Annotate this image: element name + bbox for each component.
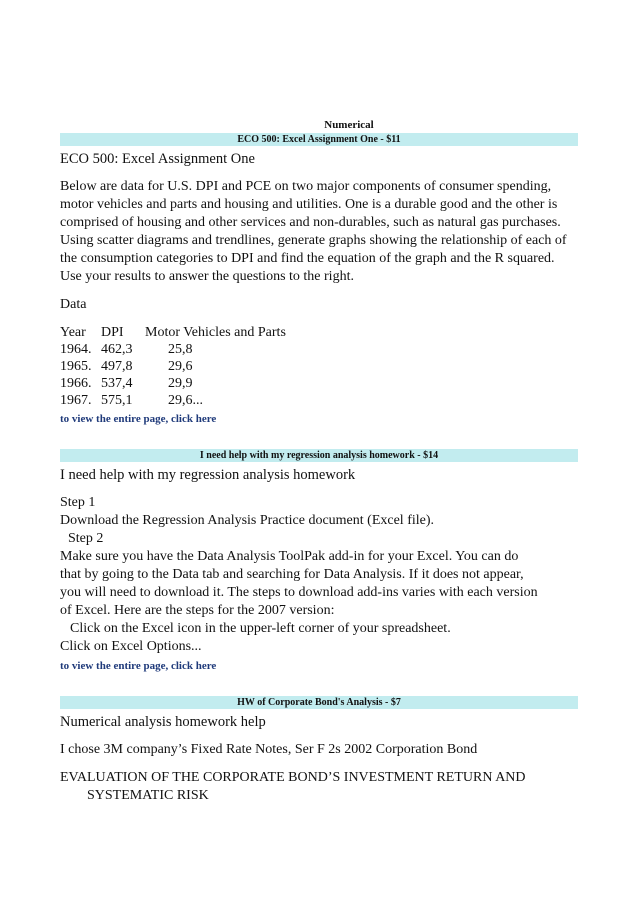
step-line: Download the Regression Analysis Practice document (Excel file).	[60, 513, 435, 528]
table-row	[60, 375, 286, 392]
section-bar-regression-homework[interactable]: I need help with my regression analysis homework - $14	[60, 449, 578, 462]
view-entire-page-link-2[interactable]: to view the entire page, click here	[60, 660, 217, 672]
document-content	[60, 118, 578, 805]
step-line: Click on Excel Options...	[60, 639, 202, 654]
step-line: Step 1	[60, 495, 96, 510]
table-cell-year: 1964.	[60, 342, 92, 357]
section-intro-excel-assignment: Below are data for U.S. DPI and PCE on two major components of consumer spending, motor vehicles and parts and housing and utilities. One is a durable good and the other is comprised of housing and other services and non-durables, such as natural gas purchases. Using scatter diagrams and trendlines, generate graphs showing the relationship of each of the consumption categories to DPI and find the equation of the graph and the R squared. Use your results to answer the questions to the right.	[60, 179, 567, 284]
section-bar-corporate-bond[interactable]: HW of Corporate Bond's Analysis - $7	[60, 696, 578, 709]
table-header-year: Year	[60, 325, 86, 340]
table-cell-dpi: 537,4	[101, 376, 133, 391]
bond-choice-text: I chose 3M company’s Fixed Rate Notes, Ser F 2s 2002 Corporation Bond	[60, 742, 478, 757]
table-row	[60, 392, 286, 409]
step-line: Make sure you have the Data Analysis ToolPak add-in for your Excel. You can do	[60, 549, 519, 564]
table-cell-year: 1966.	[60, 376, 92, 391]
section-bar-excel-assignment[interactable]: ECO 500: Excel Assignment One - $11	[60, 133, 578, 146]
page-heading: Numerical	[324, 119, 374, 131]
section-regression-homework	[60, 449, 578, 674]
step-line: that by going to the Data tab and searching for Data Analysis. If it does not appear,	[60, 567, 524, 582]
view-entire-page-link-1[interactable]: to view the entire page, click here	[60, 413, 217, 425]
table-header-row	[60, 324, 286, 341]
table-cell-motor-vehicles: 29,6	[168, 359, 193, 374]
table-cell-dpi: 575,1	[101, 393, 133, 408]
section-spacer	[60, 674, 578, 696]
section-excel-assignment	[60, 133, 578, 427]
table-header-dpi: DPI	[101, 325, 124, 340]
section-spacer	[60, 427, 578, 449]
table-cell-motor-vehicles: 29,6...	[168, 393, 203, 408]
table-row	[60, 358, 286, 375]
data-table	[60, 324, 286, 409]
table-cell-motor-vehicles: 25,8	[168, 342, 193, 357]
section-title-regression-homework: I need help with my regression analysis homework	[60, 467, 356, 483]
step-line: Click on the Excel icon in the upper-left corner of your spreadsheet.	[70, 621, 451, 636]
section-title-excel-assignment: ECO 500: Excel Assignment One	[60, 151, 255, 167]
data-label: Data	[60, 297, 87, 312]
step-line: Step 2	[68, 531, 104, 546]
table-cell-year: 1967.	[60, 393, 92, 408]
section-corporate-bond	[60, 696, 578, 805]
regression-steps	[60, 494, 578, 656]
table-cell-year: 1965.	[60, 359, 92, 374]
table-cell-dpi: 497,8	[101, 359, 133, 374]
bond-evaluation-heading: EVALUATION OF THE CORPORATE BOND’S INVESTMENT RETURN AND SYSTEMATIC RISK	[60, 770, 526, 803]
table-row	[60, 341, 286, 358]
table-cell-motor-vehicles: 29,9	[168, 376, 193, 391]
table-header-motor-vehicles: Motor Vehicles and Parts	[145, 325, 286, 340]
step-line: you will need to download it. The steps to download add-ins varies with each version	[60, 585, 538, 600]
table-cell-dpi: 462,3	[101, 342, 133, 357]
step-line: of Excel. Here are the steps for the 2007 version:	[60, 603, 335, 618]
section-title-corporate-bond: Numerical analysis homework help	[60, 714, 266, 730]
